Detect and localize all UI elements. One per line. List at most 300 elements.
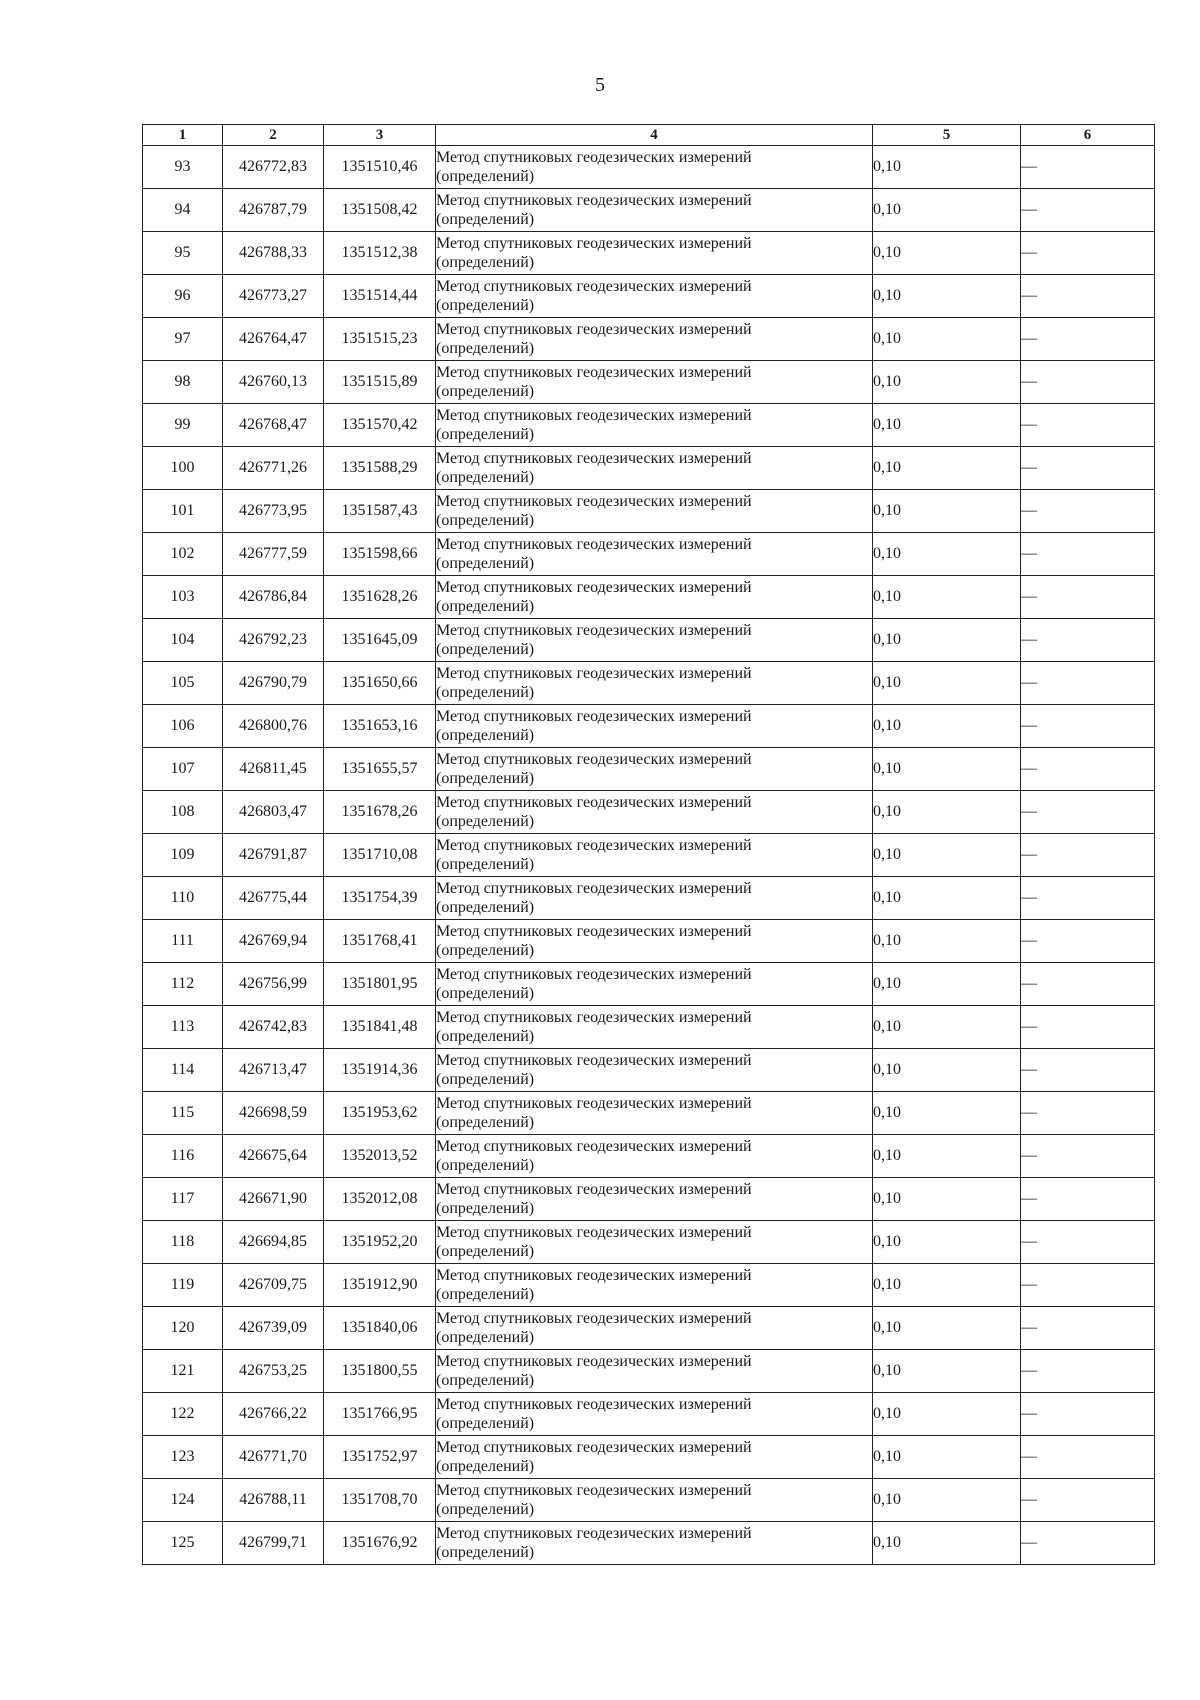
accuracy-cell: 0,10 — [873, 877, 1021, 920]
table-row — [143, 1264, 1155, 1307]
point-number-cell: 124 — [143, 1479, 223, 1522]
method-text-continued: (определений) — [436, 1028, 535, 1045]
method-cell — [436, 1264, 873, 1307]
note-cell: — — [1021, 1436, 1155, 1479]
note-cell: — — [1021, 1221, 1155, 1264]
method-text-continued: (определений) — [436, 727, 535, 744]
x-coordinate-cell: 426698,59 — [223, 1092, 324, 1135]
note-cell: — — [1021, 1522, 1155, 1565]
method-cell — [436, 1221, 873, 1264]
point-number-cell: 120 — [143, 1307, 223, 1350]
point-number-cell: 108 — [143, 791, 223, 834]
table-row — [143, 1350, 1155, 1393]
x-coordinate-cell: 426775,44 — [223, 877, 324, 920]
note-cell: — — [1021, 1135, 1155, 1178]
y-coordinate-cell: 1351650,66 — [324, 662, 436, 705]
accuracy-cell: 0,10 — [873, 1178, 1021, 1221]
accuracy-cell: 0,10 — [873, 1049, 1021, 1092]
note-cell: — — [1021, 232, 1155, 275]
point-number-cell: 125 — [143, 1522, 223, 1565]
table-row — [143, 791, 1155, 834]
point-number-cell: 101 — [143, 490, 223, 533]
table-row — [143, 275, 1155, 318]
x-coordinate-cell: 426713,47 — [223, 1049, 324, 1092]
method-text: Метод спутниковых геодезических измерений — [436, 1267, 752, 1284]
point-number-cell: 100 — [143, 447, 223, 490]
note-cell: — — [1021, 189, 1155, 232]
header-col-3: 3 — [324, 125, 436, 146]
x-coordinate-cell: 426760,13 — [223, 361, 324, 404]
header-row — [143, 125, 1155, 146]
y-coordinate-cell: 1351912,90 — [324, 1264, 436, 1307]
method-cell — [436, 1393, 873, 1436]
point-number-cell: 123 — [143, 1436, 223, 1479]
note-cell: — — [1021, 662, 1155, 705]
accuracy-cell: 0,10 — [873, 490, 1021, 533]
accuracy-cell: 0,10 — [873, 834, 1021, 877]
point-number-cell: 103 — [143, 576, 223, 619]
table-row — [143, 1307, 1155, 1350]
x-coordinate-cell: 426811,45 — [223, 748, 324, 791]
point-number-cell: 121 — [143, 1350, 223, 1393]
y-coordinate-cell: 1351952,20 — [324, 1221, 436, 1264]
method-text-continued: (определений) — [436, 899, 535, 916]
y-coordinate-cell: 1351508,42 — [324, 189, 436, 232]
x-coordinate-cell: 426773,95 — [223, 490, 324, 533]
method-text: Метод спутниковых геодезических измерений — [436, 837, 752, 854]
note-cell: — — [1021, 1178, 1155, 1221]
note-cell: — — [1021, 1479, 1155, 1522]
x-coordinate-cell: 426777,59 — [223, 533, 324, 576]
method-cell — [436, 576, 873, 619]
method-text: Метод спутниковых геодезических измерений — [436, 364, 752, 381]
y-coordinate-cell: 1351510,46 — [324, 146, 436, 189]
method-text-continued: (определений) — [436, 1071, 535, 1088]
method-text-continued: (определений) — [436, 684, 535, 701]
table-row — [143, 576, 1155, 619]
point-number-cell: 102 — [143, 533, 223, 576]
x-coordinate-cell: 426671,90 — [223, 1178, 324, 1221]
method-text: Метод спутниковых геодезических измерений — [436, 1482, 752, 1499]
table-row — [143, 1135, 1155, 1178]
table-row — [143, 705, 1155, 748]
note-cell: — — [1021, 920, 1155, 963]
note-cell: — — [1021, 404, 1155, 447]
y-coordinate-cell: 1352012,08 — [324, 1178, 436, 1221]
table-row — [143, 533, 1155, 576]
x-coordinate-cell: 426771,26 — [223, 447, 324, 490]
method-cell — [436, 146, 873, 189]
method-text-continued: (определений) — [436, 1157, 535, 1174]
x-coordinate-cell: 426769,94 — [223, 920, 324, 963]
method-text: Метод спутниковых геодезических измерений — [436, 1525, 752, 1542]
header-col-6: 6 — [1021, 125, 1155, 146]
accuracy-cell: 0,10 — [873, 404, 1021, 447]
x-coordinate-cell: 426791,87 — [223, 834, 324, 877]
method-text: Метод спутниковых геодезических измерений — [436, 1009, 752, 1026]
x-coordinate-cell: 426742,83 — [223, 1006, 324, 1049]
method-text-continued: (определений) — [436, 1114, 535, 1131]
note-cell: — — [1021, 1092, 1155, 1135]
note-cell: — — [1021, 877, 1155, 920]
table-row — [143, 662, 1155, 705]
table-row — [143, 1393, 1155, 1436]
y-coordinate-cell: 1351628,26 — [324, 576, 436, 619]
method-text: Метод спутниковых геодезических измерений — [436, 1396, 752, 1413]
method-text: Метод спутниковых геодезических измерений — [436, 794, 752, 811]
note-cell: — — [1021, 705, 1155, 748]
x-coordinate-cell: 426772,83 — [223, 146, 324, 189]
point-number-cell: 95 — [143, 232, 223, 275]
page-number: 5 — [595, 74, 605, 96]
y-coordinate-cell: 1351708,70 — [324, 1479, 436, 1522]
method-text-continued: (определений) — [436, 942, 535, 959]
accuracy-cell: 0,10 — [873, 1350, 1021, 1393]
note-cell: — — [1021, 748, 1155, 791]
y-coordinate-cell: 1351514,44 — [324, 275, 436, 318]
y-coordinate-cell: 1351678,26 — [324, 791, 436, 834]
note-cell: — — [1021, 619, 1155, 662]
y-coordinate-cell: 1351515,23 — [324, 318, 436, 361]
accuracy-cell: 0,10 — [873, 275, 1021, 318]
method-text: Метод спутниковых геодезических измерений — [436, 708, 752, 725]
table-row — [143, 920, 1155, 963]
accuracy-cell: 0,10 — [873, 232, 1021, 275]
y-coordinate-cell: 1351655,57 — [324, 748, 436, 791]
table-row — [143, 318, 1155, 361]
accuracy-cell: 0,10 — [873, 705, 1021, 748]
point-number-cell: 110 — [143, 877, 223, 920]
accuracy-cell: 0,10 — [873, 533, 1021, 576]
accuracy-cell: 0,10 — [873, 920, 1021, 963]
method-cell — [436, 1135, 873, 1178]
note-cell: — — [1021, 1006, 1155, 1049]
table-row — [143, 748, 1155, 791]
x-coordinate-cell: 426694,85 — [223, 1221, 324, 1264]
table-row — [143, 1049, 1155, 1092]
note-cell: — — [1021, 1393, 1155, 1436]
x-coordinate-cell: 426771,70 — [223, 1436, 324, 1479]
header-col-2: 2 — [223, 125, 324, 146]
method-text-continued: (определений) — [436, 813, 535, 830]
note-cell: — — [1021, 447, 1155, 490]
y-coordinate-cell: 1351645,09 — [324, 619, 436, 662]
x-coordinate-cell: 426786,84 — [223, 576, 324, 619]
method-text-continued: (определений) — [436, 1200, 535, 1217]
accuracy-cell: 0,10 — [873, 146, 1021, 189]
table-row — [143, 146, 1155, 189]
accuracy-cell: 0,10 — [873, 1264, 1021, 1307]
method-cell — [436, 705, 873, 748]
table-row — [143, 189, 1155, 232]
y-coordinate-cell: 1351653,16 — [324, 705, 436, 748]
y-coordinate-cell: 1351710,08 — [324, 834, 436, 877]
y-coordinate-cell: 1351768,41 — [324, 920, 436, 963]
method-cell — [436, 963, 873, 1006]
note-cell: — — [1021, 834, 1155, 877]
point-number-cell: 107 — [143, 748, 223, 791]
method-text: Метод спутниковых геодезических измерений — [436, 1439, 752, 1456]
accuracy-cell: 0,10 — [873, 662, 1021, 705]
method-text-continued: (определений) — [436, 168, 535, 185]
x-coordinate-cell: 426788,33 — [223, 232, 324, 275]
method-text: Метод спутниковых геодезических измерений — [436, 579, 752, 596]
y-coordinate-cell: 1351515,89 — [324, 361, 436, 404]
x-coordinate-cell: 426768,47 — [223, 404, 324, 447]
table-row — [143, 1436, 1155, 1479]
point-number-cell: 117 — [143, 1178, 223, 1221]
method-text-continued: (определений) — [436, 1372, 535, 1389]
table-row — [143, 232, 1155, 275]
x-coordinate-cell: 426787,79 — [223, 189, 324, 232]
method-cell — [436, 834, 873, 877]
table-row — [143, 1092, 1155, 1135]
note-cell: — — [1021, 791, 1155, 834]
note-cell: — — [1021, 576, 1155, 619]
method-text: Метод спутниковых геодезических измерений — [436, 450, 752, 467]
table-row — [143, 1178, 1155, 1221]
accuracy-cell: 0,10 — [873, 1135, 1021, 1178]
x-coordinate-cell: 426756,99 — [223, 963, 324, 1006]
x-coordinate-cell: 426675,64 — [223, 1135, 324, 1178]
accuracy-cell: 0,10 — [873, 1221, 1021, 1264]
method-text: Метод спутниковых геодезических измерений — [436, 407, 752, 424]
method-text-continued: (определений) — [436, 641, 535, 658]
note-cell: — — [1021, 490, 1155, 533]
note-cell: — — [1021, 318, 1155, 361]
note-cell: — — [1021, 275, 1155, 318]
method-text: Метод спутниковых геодезических измерений — [436, 1224, 752, 1241]
method-text: Метод спутниковых геодезических измерений — [436, 622, 752, 639]
method-text-continued: (определений) — [436, 1243, 535, 1260]
method-cell — [436, 791, 873, 834]
method-text: Метод спутниковых геодезических измерений — [436, 1310, 752, 1327]
accuracy-cell: 0,10 — [873, 447, 1021, 490]
point-number-cell: 116 — [143, 1135, 223, 1178]
accuracy-cell: 0,10 — [873, 1479, 1021, 1522]
y-coordinate-cell: 1351754,39 — [324, 877, 436, 920]
point-number-cell: 122 — [143, 1393, 223, 1436]
method-text: Метод спутниковых геодезических измерений — [436, 536, 752, 553]
table-row — [143, 447, 1155, 490]
x-coordinate-cell: 426709,75 — [223, 1264, 324, 1307]
method-text: Метод спутниковых геодезических измерений — [436, 1181, 752, 1198]
method-text: Метод спутниковых геодезических измерений — [436, 880, 752, 897]
method-cell — [436, 1522, 873, 1565]
y-coordinate-cell: 1351841,48 — [324, 1006, 436, 1049]
x-coordinate-cell: 426800,76 — [223, 705, 324, 748]
method-text: Метод спутниковых геодезических измерений — [436, 966, 752, 983]
method-text-continued: (определений) — [436, 297, 535, 314]
method-cell — [436, 533, 873, 576]
method-text-continued: (определений) — [436, 1415, 535, 1432]
method-text: Метод спутниковых геодезических измерений — [436, 235, 752, 252]
table-header — [143, 125, 1155, 146]
method-text: Метод спутниковых геодезических измерений — [436, 923, 752, 940]
x-coordinate-cell: 426766,22 — [223, 1393, 324, 1436]
accuracy-cell: 0,10 — [873, 963, 1021, 1006]
point-number-cell: 105 — [143, 662, 223, 705]
accuracy-cell: 0,10 — [873, 1522, 1021, 1565]
y-coordinate-cell: 1351587,43 — [324, 490, 436, 533]
x-coordinate-cell: 426803,47 — [223, 791, 324, 834]
header-col-1: 1 — [143, 125, 223, 146]
method-cell — [436, 232, 873, 275]
header-col-5: 5 — [873, 125, 1021, 146]
note-cell: — — [1021, 1049, 1155, 1092]
y-coordinate-cell: 1351766,95 — [324, 1393, 436, 1436]
method-cell — [436, 1006, 873, 1049]
y-coordinate-cell: 1351953,62 — [324, 1092, 436, 1135]
method-cell — [436, 189, 873, 232]
y-coordinate-cell: 1351598,66 — [324, 533, 436, 576]
accuracy-cell: 0,10 — [873, 791, 1021, 834]
table-row — [143, 1479, 1155, 1522]
x-coordinate-cell: 426788,11 — [223, 1479, 324, 1522]
y-coordinate-cell: 1351512,38 — [324, 232, 436, 275]
accuracy-cell: 0,10 — [873, 1436, 1021, 1479]
method-cell — [436, 1350, 873, 1393]
table-row — [143, 834, 1155, 877]
method-text-continued: (определений) — [436, 512, 535, 529]
note-cell: — — [1021, 1307, 1155, 1350]
point-number-cell: 112 — [143, 963, 223, 1006]
method-text-continued: (определений) — [436, 1286, 535, 1303]
method-cell — [436, 920, 873, 963]
note-cell: — — [1021, 963, 1155, 1006]
note-cell: — — [1021, 533, 1155, 576]
y-coordinate-cell: 1351676,92 — [324, 1522, 436, 1565]
method-text-continued: (определений) — [436, 770, 535, 787]
accuracy-cell: 0,10 — [873, 1092, 1021, 1135]
method-text-continued: (определений) — [436, 1501, 535, 1518]
table-row — [143, 963, 1155, 1006]
method-cell — [436, 318, 873, 361]
method-text-continued: (определений) — [436, 426, 535, 443]
method-cell — [436, 1178, 873, 1221]
x-coordinate-cell: 426773,27 — [223, 275, 324, 318]
table-body — [143, 146, 1155, 1565]
method-cell — [436, 490, 873, 533]
method-text-continued: (определений) — [436, 555, 535, 572]
point-number-cell: 119 — [143, 1264, 223, 1307]
method-text: Метод спутниковых геодезических измерений — [436, 1353, 752, 1370]
point-number-cell: 118 — [143, 1221, 223, 1264]
y-coordinate-cell: 1351800,55 — [324, 1350, 436, 1393]
accuracy-cell: 0,10 — [873, 189, 1021, 232]
method-cell — [436, 275, 873, 318]
note-cell: — — [1021, 361, 1155, 404]
method-text-continued: (определений) — [436, 1329, 535, 1346]
method-text-continued: (определений) — [436, 211, 535, 228]
y-coordinate-cell: 1352013,52 — [324, 1135, 436, 1178]
note-cell: — — [1021, 146, 1155, 189]
table-row — [143, 404, 1155, 447]
method-cell — [436, 619, 873, 662]
x-coordinate-cell: 426792,23 — [223, 619, 324, 662]
table-row — [143, 1006, 1155, 1049]
y-coordinate-cell: 1351840,06 — [324, 1307, 436, 1350]
x-coordinate-cell: 426764,47 — [223, 318, 324, 361]
point-number-cell: 99 — [143, 404, 223, 447]
method-cell — [436, 748, 873, 791]
method-text: Метод спутниковых геодезических измерений — [436, 1138, 752, 1155]
method-text: Метод спутниковых геодезических измерений — [436, 1052, 752, 1069]
method-text-continued: (определений) — [436, 1458, 535, 1475]
method-text: Метод спутниковых геодезических измерений — [436, 1095, 752, 1112]
header-col-4: 4 — [436, 125, 873, 146]
table-row — [143, 1522, 1155, 1565]
method-text-continued: (определений) — [436, 856, 535, 873]
point-number-cell: 98 — [143, 361, 223, 404]
method-text: Метод спутниковых геодезических измерений — [436, 278, 752, 295]
method-cell — [436, 361, 873, 404]
method-text: Метод спутниковых геодезических измерений — [436, 665, 752, 682]
method-text: Метод спутниковых геодезических измерений — [436, 321, 752, 338]
point-number-cell: 109 — [143, 834, 223, 877]
method-text-continued: (определений) — [436, 598, 535, 615]
method-cell — [436, 1092, 873, 1135]
method-text: Метод спутниковых геодезических измерений — [436, 149, 752, 166]
accuracy-cell: 0,10 — [873, 361, 1021, 404]
y-coordinate-cell: 1351801,95 — [324, 963, 436, 1006]
x-coordinate-cell: 426790,79 — [223, 662, 324, 705]
point-number-cell: 96 — [143, 275, 223, 318]
y-coordinate-cell: 1351588,29 — [324, 447, 436, 490]
method-cell — [436, 1307, 873, 1350]
method-cell — [436, 1436, 873, 1479]
accuracy-cell: 0,10 — [873, 1393, 1021, 1436]
accuracy-cell: 0,10 — [873, 619, 1021, 662]
method-cell — [436, 662, 873, 705]
table-row — [143, 490, 1155, 533]
table-row — [143, 1221, 1155, 1264]
point-number-cell: 104 — [143, 619, 223, 662]
method-cell — [436, 1479, 873, 1522]
accuracy-cell: 0,10 — [873, 318, 1021, 361]
method-text-continued: (определений) — [436, 340, 535, 357]
method-cell — [436, 1049, 873, 1092]
point-number-cell: 113 — [143, 1006, 223, 1049]
y-coordinate-cell: 1351914,36 — [324, 1049, 436, 1092]
point-number-cell: 97 — [143, 318, 223, 361]
y-coordinate-cell: 1351752,97 — [324, 1436, 436, 1479]
point-number-cell: 115 — [143, 1092, 223, 1135]
method-cell — [436, 404, 873, 447]
method-text: Метод спутниковых геодезических измерений — [436, 493, 752, 510]
note-cell: — — [1021, 1350, 1155, 1393]
method-text-continued: (определений) — [436, 1544, 535, 1561]
x-coordinate-cell: 426739,09 — [223, 1307, 324, 1350]
x-coordinate-cell: 426799,71 — [223, 1522, 324, 1565]
accuracy-cell: 0,10 — [873, 1006, 1021, 1049]
method-cell — [436, 877, 873, 920]
accuracy-cell: 0,10 — [873, 748, 1021, 791]
table-row — [143, 619, 1155, 662]
method-text: Метод спутниковых геодезических измерений — [436, 751, 752, 768]
point-number-cell: 114 — [143, 1049, 223, 1092]
method-cell — [436, 447, 873, 490]
method-text-continued: (определений) — [436, 383, 535, 400]
method-text-continued: (определений) — [436, 985, 535, 1002]
method-text-continued: (определений) — [436, 254, 535, 271]
point-number-cell: 106 — [143, 705, 223, 748]
accuracy-cell: 0,10 — [873, 1307, 1021, 1350]
table-row — [143, 877, 1155, 920]
y-coordinate-cell: 1351570,42 — [324, 404, 436, 447]
point-number-cell: 94 — [143, 189, 223, 232]
accuracy-cell: 0,10 — [873, 576, 1021, 619]
